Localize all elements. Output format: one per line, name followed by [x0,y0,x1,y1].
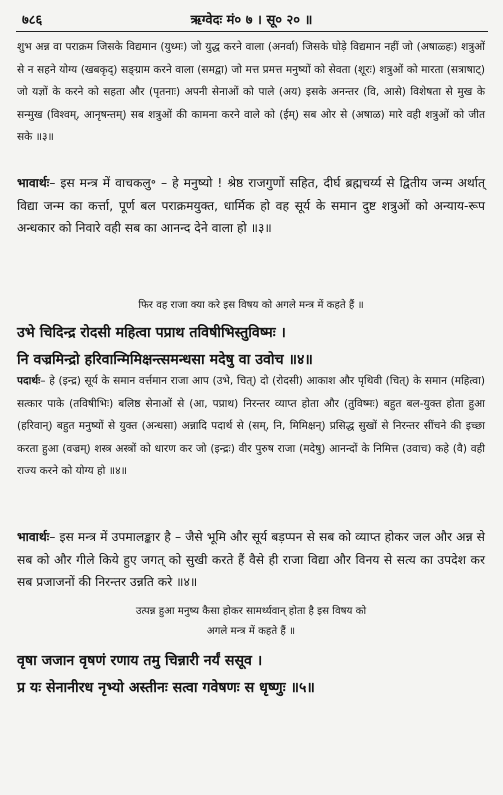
padartha-text: – हे (इन्द्र) सूर्य के समान वर्त्तमान राजा आप (उभे, चित्) दो (रोदसी) आकाश और पृथिवी (चित्) के समान (महित्वा) सत्कार पाके (तविषीभिः) बलिष्ठ सेनाओं से (आ, पप्राथ) निरन्तर व्याप्त होता और (तुविष्मः) बहुत बल-युक्त होता हुआ (हरिवान्) बहुत मनुष्यों से युक्त (अन्धसा) अन्नादि पदार्थ से (सम्, नि, मिमिक्षन्) प्रसिद्ध सुखों से निरन्तर सींचने की इच्छा करता हुआ (वज्रम्) शस्त्र अस्त्रों को धारण कर जो (इन्द्रः) वीर पुरुष राजा (मदेषु) आनन्दों के निमित्त (उवाच) कहे (वै) वही राज्य करने को योग्य हो ॥४॥ [17,375,485,478]
running-head: ऋग्वेदः मं० ७ । सू० २० ॥ [190,13,313,28]
mantra-5-line-1: वृषा जजान वृषणं रणाय तमु चिन्नारी नर्यं ससूव । [17,653,263,669]
mantra-5 [17,648,485,702]
word-meaning-paragraph-4 [17,370,485,483]
mantra-4-introduction: फिर वह राजा क्या करे इस विषय को अगले मन्त्र में कहते हैं ॥ [138,300,364,311]
bhavartha-paragraph-3 [17,172,485,240]
bhavartha-paragraph-4 [17,526,485,594]
mantra-5-line-2: प्र यः सेनानीरध नृभ्यो अस्तीनः सत्वा गवेषणः स धृष्णुः ॥५॥ [17,680,315,696]
mantra-5-introduction [17,602,485,642]
bhavartha-label: भावार्थः [17,176,50,190]
padartha-label: पदार्थः [17,375,41,387]
bhavartha-text: – इस मन्त्र में वाचकलु॰ – हे मनुष्यो ! श्रेष्ठ राजगुणों सहित, दीर्घ ब्रह्मचर्य्य से द्वितीय जन्म अर्थात् विद्या जन्म का कर्त्ता, पूर्ण बल पराक्रमयुक्त, धार्मिक हो वह सूर्य के समान दुष्ट शत्रुओं को अन्याय-रूप अन्धकार को निवारे वही सब का आनन्द देने वाला हो ॥३॥ [17,176,485,236]
intro-line-2: अगले मन्त्र में कहते हैं ॥ [206,626,296,637]
word-meaning-paragraph-3: शुभ अन्न वा पराक्रम जिसके विद्यमान (युध्मः) जो युद्ध करने वाला (अनर्वा) जिसके घोड़े विद्यमान नहीं जो (अषाळ्हः) शत्रुओं से न सहने योग्य (खबकृद्) सङ्ग्राम करने वाला (समद्वा) जो मत्त प्रमत्त मनुष्यों को सेवता (शूरः) शत्रुओं को मारता (सत्राषाट्) जो यज्ञों के करने को सहता और (पृतनाः) अपनी सेनाओं को पाले (अय) इसके अनन्तर (वि, आसे) विशेषता से मुख के सन्मुख (विश्वम्, आनृषन्तम्) सब शत्रुओं की कामना करने वाले को (ईम्) सब ओर से (अषाळ) मारे वही शत्रुओं को जीत सके ॥३॥ [17,41,485,144]
bhavartha-label: भावार्थः [17,530,50,544]
page-header [0,8,503,30]
mantra-4 [17,320,485,374]
mantra-4-line-2: नि वज्रमिन्द्रो हरिवान्मिमिक्षन्त्समन्धसा मदेषु वा उवोच ॥४॥ [17,352,313,368]
page-number: ७८६ [22,13,43,28]
bhavartha-text: – इस मन्त्र में उपमालङ्कार है – जैसे भूमि और सूर्य बड़प्पन से सब को व्याप्त होकर जल और अन्न से सब को और गीले किये हुए जगत् को सुखी करते हैं वैसे ही राजा विद्या और विनय से सत्य का उपदेश कर सब प्रजाजनों की निरन्तर उन्नति करे ॥४॥ [17,530,485,590]
header-rule [16,31,488,32]
mantra-4-line-1: उभे चिदिन्द्र रोदसी महित्वा पप्राथ तविषीभिस्तुविष्मः । [17,325,286,341]
intro-line-1: उत्पन्न हुआ मनुष्य कैसा होकर सामर्थ्यवान् होता है इस विषय को [135,606,367,617]
